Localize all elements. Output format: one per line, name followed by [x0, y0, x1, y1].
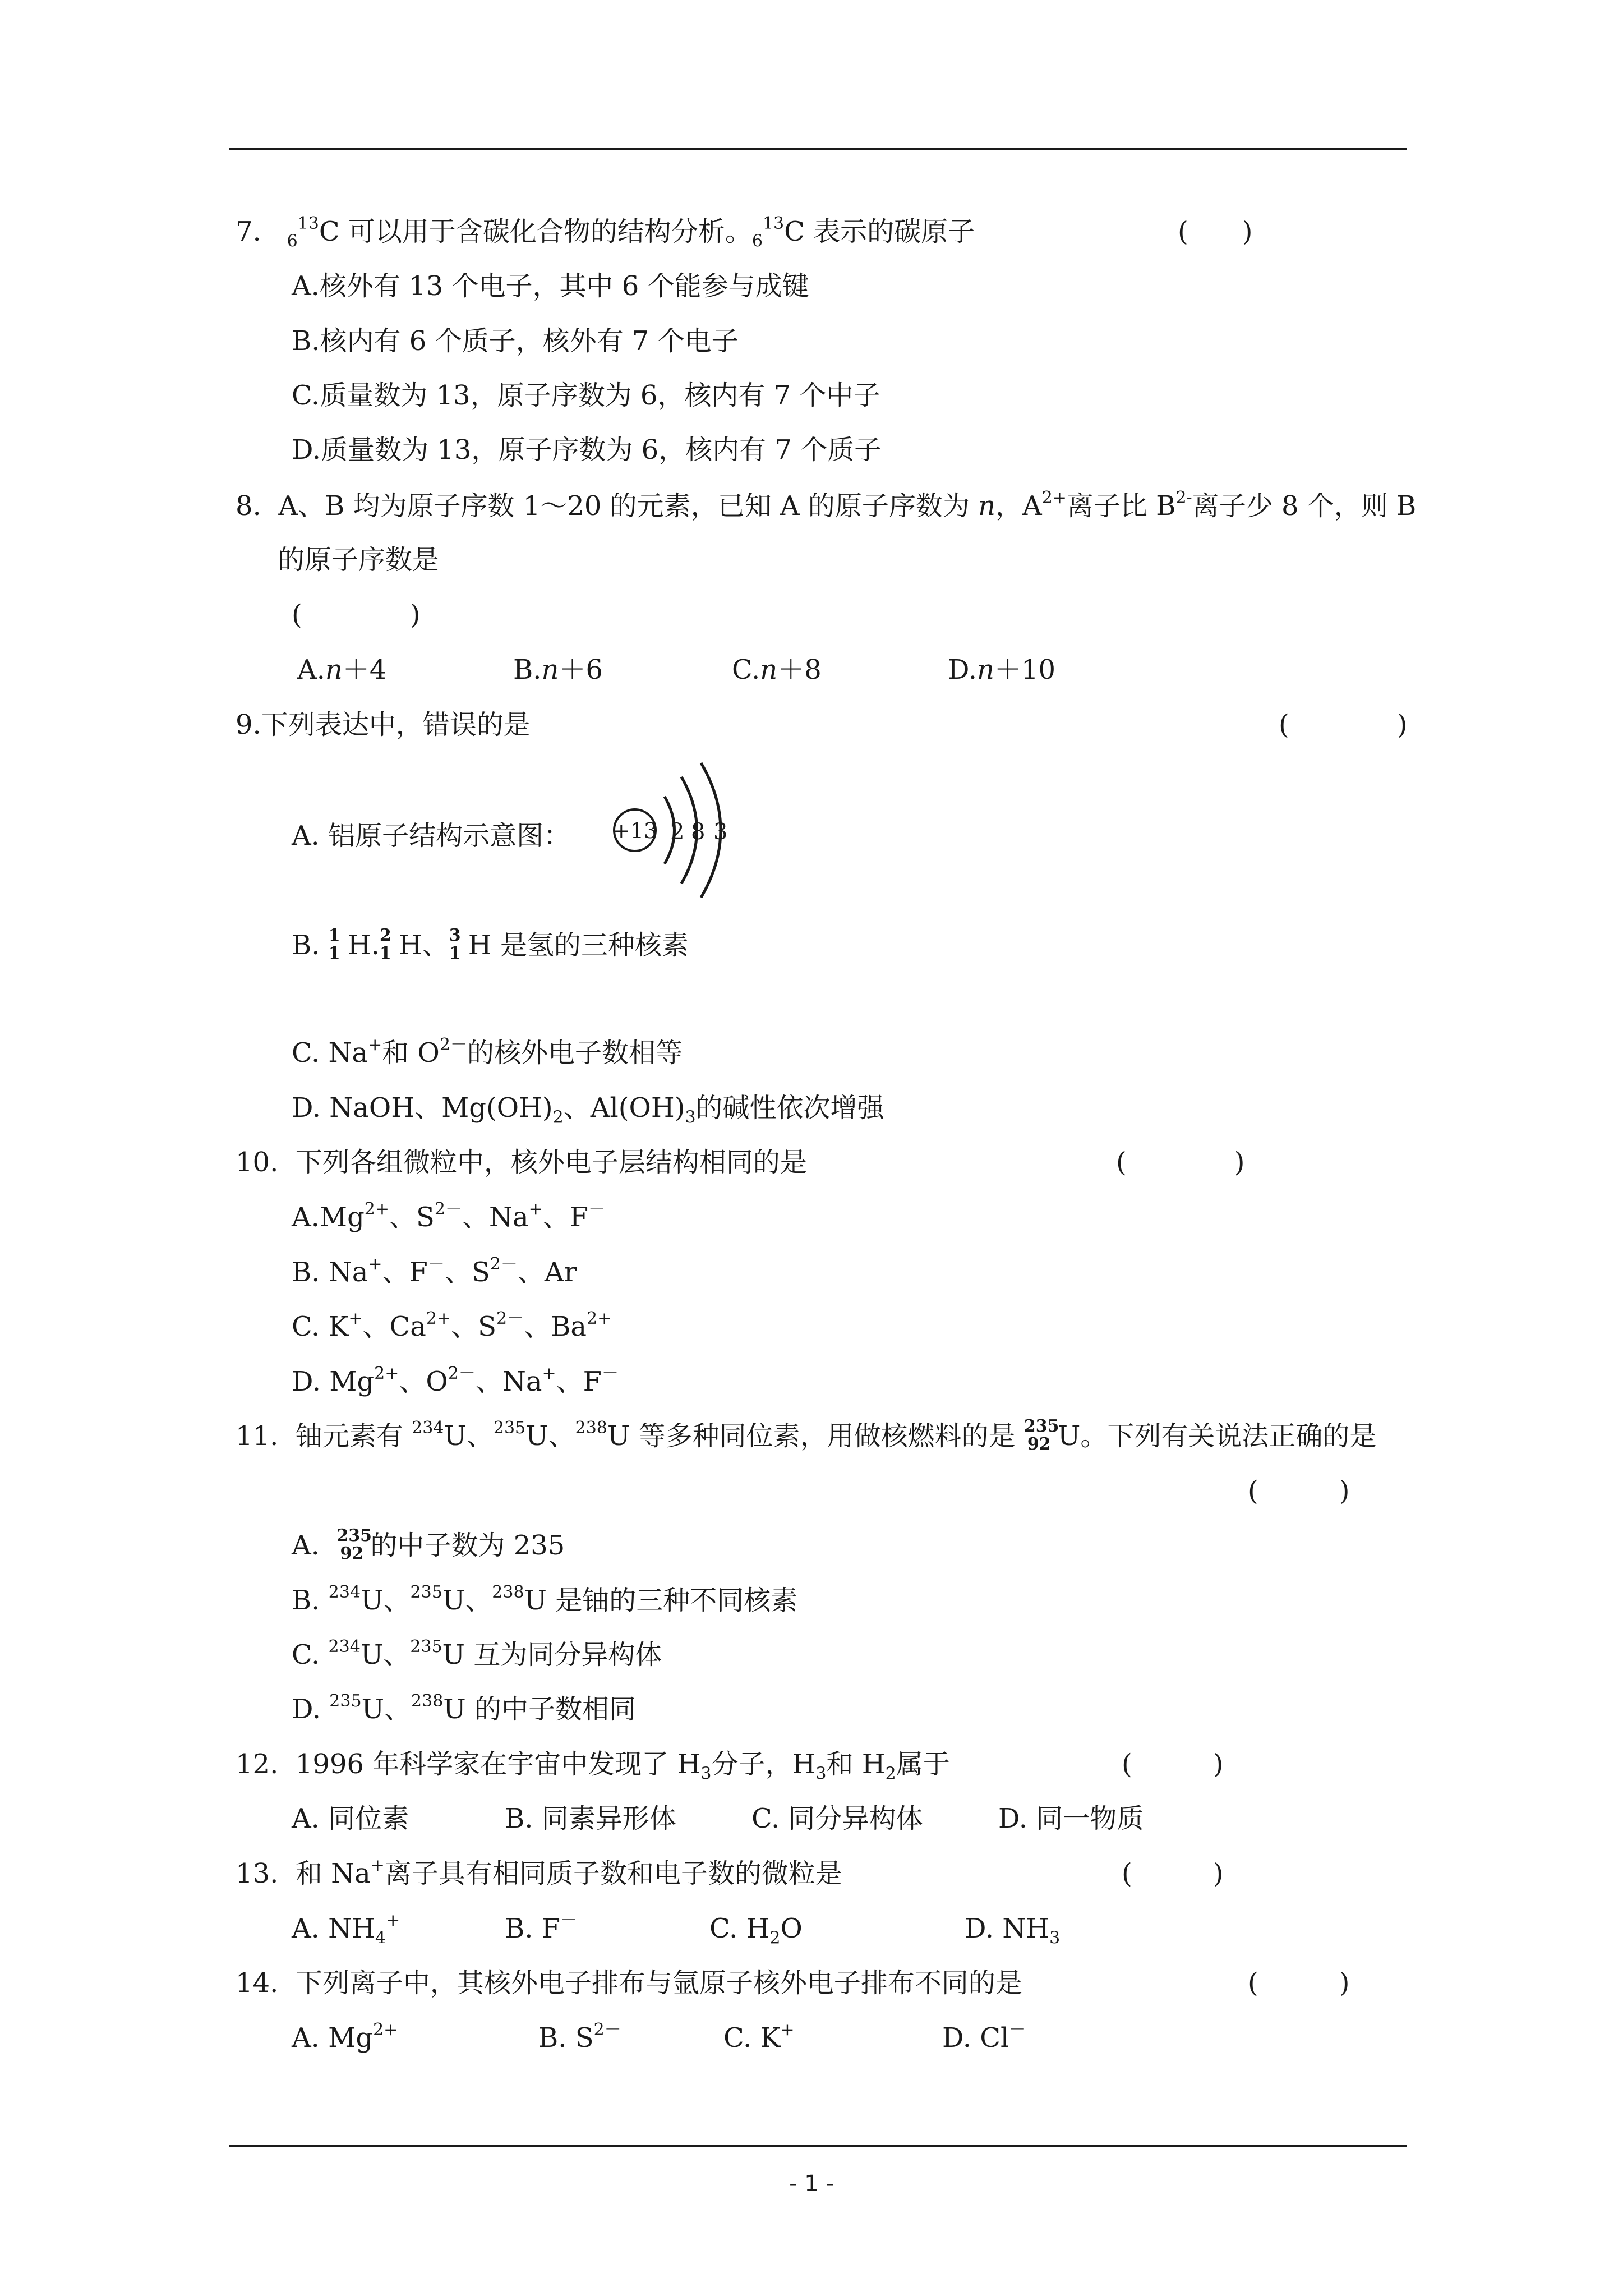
q14-option-c: C. K+ [723, 2020, 795, 2054]
isotope-u235-option-a: 235 92 [336, 1526, 372, 1563]
q7-option-c: C.质量数为 13，原子序数为 6，核内有 7 个中子 [292, 380, 880, 411]
isotope-h2: 2 1 [379, 926, 391, 963]
q10-option-a: $A.Mg^{2+}$、$S^{2-}$、Na+、F－ [292, 1199, 606, 1233]
q11-option-d: D. $^{235}$U、$^{238}$U 的中子数相同 [292, 1691, 637, 1725]
shell-count-2: 8 [691, 819, 706, 845]
footer-rule [229, 2145, 1407, 2147]
q9-option-a: A. 铝原子结构示意图： [292, 820, 571, 852]
q8-answer-bracket: ( ) [292, 599, 421, 631]
q9-option-d: D. NaOH、$Mg(OH)_2$、$Al(OH)_3$的碱性依次增强 [292, 1092, 884, 1128]
q8-stem-line2: 的原子序数是 [278, 544, 440, 576]
q12-option-c: C. 同分异构体 [751, 1803, 923, 1834]
q12-option-b: B. 同素异形体 [505, 1803, 676, 1834]
isotope-u235: 235 92 [1023, 1416, 1059, 1454]
q7-stem: 7. $_6^{13}$C 可以用于含碳化合物的结构分析。$_6^{13}$C 表示的碳原子 [236, 214, 975, 251]
q7-answer-bracket: ( ) [1178, 216, 1253, 247]
q11-option-c: C. $^{234}$U、$^{235}$U 互为同分异构体 [292, 1637, 662, 1671]
q8-option-a: A.n＋4 [297, 654, 387, 685]
q13-option-d: D. $NH_3$ [965, 1913, 1061, 1948]
q13-option-c: C. $H_2O$ [709, 1913, 803, 1948]
q14-option-b: B. $S^{2-}$ [538, 2020, 621, 2054]
q12-stem: 12. 1996 年科学家在宇宙中发现了 $H_3$分子，$H_3$和 $H_2$属于 [236, 1749, 950, 1784]
q10-option-c: C. K+、$Ca^{2+}$、$S^{2-}$、$Ba^{2+}$ [292, 1309, 612, 1342]
shell-count-1: 2 [670, 819, 685, 845]
q9-answer-bracket: ( ) [1279, 709, 1408, 740]
q12-option-a: A. 同位素 [292, 1803, 409, 1834]
q11-option-b: B. $^{234}$U、$^{235}$U、$^{238}$U 是铀的三种不同核素 [292, 1582, 798, 1616]
isotope-h1: 1 1 [328, 926, 340, 963]
q10-answer-bracket: ( ) [1116, 1147, 1245, 1178]
q14-answer-bracket: ( ) [1248, 1967, 1350, 1999]
q8-stem: 8. A、B 均为原子序数 1～20 的元素，已知 A 的原子序数为 n，$A^{2+}$离子比 $B^{2-}$离子少 8 个，则 B [236, 488, 1417, 522]
q10-option-b: B. Na+、F－、$S^{2-}$、Ar [292, 1254, 577, 1288]
q10-option-d: D. $Mg^{2+}$、$O^{2-}$、Na+、F－ [292, 1364, 619, 1397]
q9-option-b: B. 1 1 H. 2 1 H、 3 1 H 是氢的三种核素 [292, 926, 689, 963]
q14-option-d: D. Cl－ [942, 2020, 1026, 2054]
q7-option-b: B.核内有 6 个质子，核外有 7 个电子 [292, 325, 739, 357]
nucleus-charge: +13 [612, 818, 658, 843]
q13-stem: 13. 和 Na+离子具有相同质子数和电子数的微粒是 [236, 1856, 842, 1889]
q9-stem: 9.下列表达中，错误的是 [236, 709, 531, 740]
q8-option-d: D.n＋10 [948, 654, 1056, 685]
q11-option-a: A. 235 92 的中子数为 235 [292, 1526, 565, 1563]
isotope-h3: 3 1 [449, 926, 461, 963]
q8-option-b: B.n＋6 [513, 654, 603, 685]
q12-answer-bracket: ( ) [1122, 1749, 1224, 1780]
q14-option-a: A. $Mg^{2+}$ [292, 2020, 398, 2054]
q13-option-a: A. $NH_4^+$ [292, 1911, 400, 1948]
q11-answer-bracket: ( ) [1248, 1475, 1350, 1507]
q12-option-d: D. 同一物质 [998, 1803, 1144, 1834]
q9-option-c: C. Na+和 $O^{2-}$的核外电子数相等 [292, 1035, 683, 1069]
q13-answer-bracket: ( ) [1122, 1858, 1224, 1889]
q11-stem: 11. 铀元素有 $^{234}$U、$^{235}$U、$^{238}$U 等多种同位素，用做核燃料的是 235 92 U。下列有关说法正确的是 [236, 1416, 1377, 1454]
q7-option-a: A.核外有 13 个电子，其中 6 个能参与成键 [292, 270, 809, 302]
q8-option-c: C.n＋8 [732, 654, 822, 685]
header-rule [229, 148, 1407, 150]
aluminum-atom-diagram [608, 757, 737, 898]
page-number: - 1 - [789, 2171, 834, 2197]
shell-count-3: 3 [713, 819, 728, 845]
q14-stem: 14. 下列离子中，其核外电子排布与氩原子核外电子排布不同的是 [236, 1967, 1022, 1999]
q13-option-b: B. F－ [505, 1911, 578, 1944]
q10-stem: 10. 下列各组微粒中，核外电子层结构相同的是 [236, 1147, 807, 1178]
q7-option-d: D.质量数为 13，原子序数为 6，核内有 7 个质子 [292, 434, 882, 466]
